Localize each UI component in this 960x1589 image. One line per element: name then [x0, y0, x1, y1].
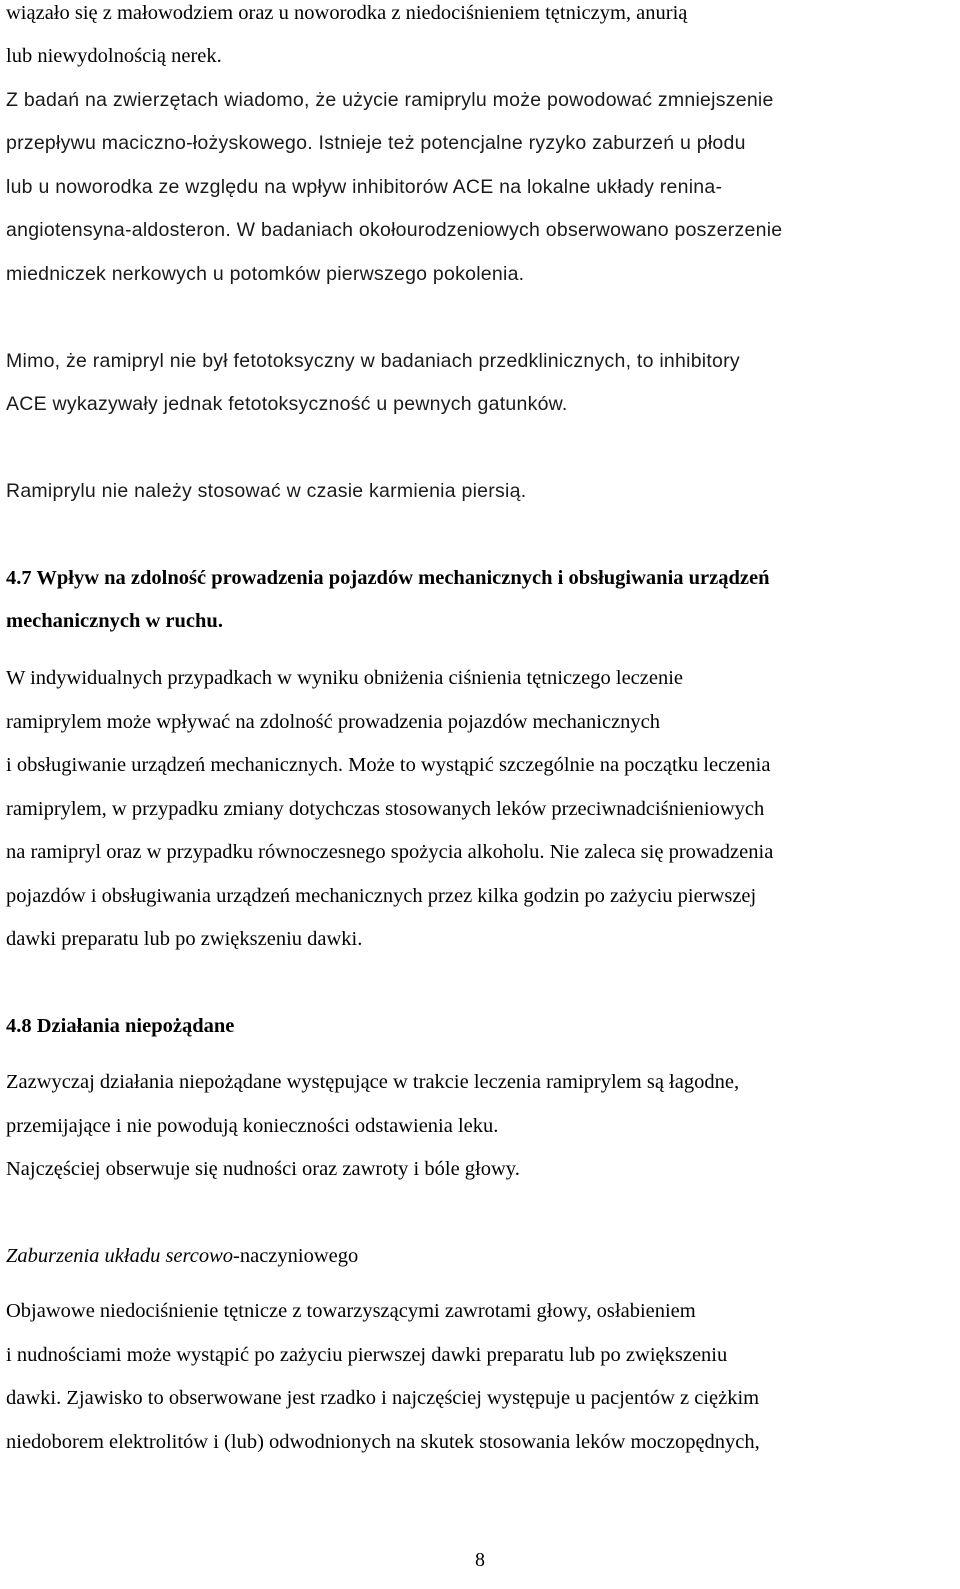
text-span: przepływu maciczno-łożyskowego.	[6, 132, 319, 154]
text-line: i nudnościami może wystąpić po zażyciu pierwszej dawki preparatu lub po zwiększeniu	[6, 1344, 728, 1366]
text-line: miedniczek nerkowych u potomków pierwszego pokolenia.	[6, 263, 525, 285]
text-line: ACE wykazywały jednak fetotoksyczność u pewnych gatunków.	[6, 393, 568, 415]
text-line: dawki preparatu lub po zwiększeniu dawki.	[6, 928, 363, 950]
text-line: przemijające i nie powodują konieczności odstawienia leku.	[6, 1115, 499, 1137]
subheading-rest: naczyniowego	[239, 1245, 359, 1267]
section-heading: 4.7 Wpływ na zdolność prowadzenia pojazdów mechanicznych i obsługiwania urządzeń	[6, 567, 770, 589]
text-span: Istnieje też potencjalne ryzyko zaburzeń u płodu	[318, 132, 746, 154]
page-number: 8	[475, 1549, 485, 1571]
text-line: lub niewydolnością nerek.	[6, 45, 222, 67]
text-line: Mimo, że ramipryl nie był fetotoksyczny w badaniach przedklinicznych, to inhibitory	[6, 350, 740, 372]
text-line: wiązało się z małowodziem oraz u noworodka z niedociśnieniem tętniczym, anurią	[6, 2, 688, 24]
section-heading: 4.8 Działania niepożądane	[6, 1015, 235, 1037]
text-line	[6, 131, 746, 155]
text-line: niedoborem elektrolitów i (lub) odwodnionych na skutek stosowania leków moczopędnych,	[6, 1431, 760, 1453]
text-line: dawki. Zjawisko to obserwowane jest rzadko i najczęściej występuje u pacjentów z ciężkim	[6, 1387, 760, 1409]
text-line: W indywidualnych przypadkach w wyniku obniżenia ciśnienia tętniczego leczenie	[6, 667, 684, 689]
text-line: Z badań na zwierzętach wiadomo, że użycie ramiprylu może powodować zmniejszenie	[6, 89, 774, 111]
text-line: ramiprylem może wpływać na zdolność prowadzenia pojazdów mechanicznych	[6, 711, 661, 733]
text-line: ramiprylem, w przypadku zmiany dotychczas stosowanych leków przeciwnadciśnieniowych	[6, 798, 765, 820]
text-line: Najczęściej obserwuje się nudności oraz zawroty i bóle głowy.	[6, 1158, 520, 1180]
subheading-italic: Zaburzenia układu sercowo-	[6, 1245, 240, 1267]
text-line: Ramiprylu nie należy stosować w czasie karmienia piersią.	[6, 480, 527, 502]
section-heading: mechanicznych w ruchu.	[6, 610, 223, 632]
text-line: na ramipryl oraz w przypadku równoczesnego spożycia alkoholu. Nie zaleca się prowadzenia	[6, 841, 774, 863]
text-line: Objawowe niedociśnienie tętnicze z towarzyszącymi zawrotami głowy, osłabieniem	[6, 1300, 696, 1322]
text-line: angiotensyna-aldosteron. W badaniach okołourodzeniowych obserwowano poszerzenie	[6, 219, 783, 241]
subsection-heading	[6, 1244, 358, 1268]
text-line: i obsługiwanie urządzeń mechanicznych. Może to wystąpić szczególnie na początku leczenia	[6, 754, 771, 776]
text-line: Zazwyczaj działania niepożądane występujące w trakcie leczenia ramiprylem są łagodne,	[6, 1071, 740, 1093]
text-line: lub u noworodka ze względu na wpływ inhibitorów ACE na lokalne układy renina-	[6, 176, 723, 198]
text-line: pojazdów i obsługiwania urządzeń mechanicznych przez kilka godzin po zażyciu pierwszej	[6, 885, 757, 907]
